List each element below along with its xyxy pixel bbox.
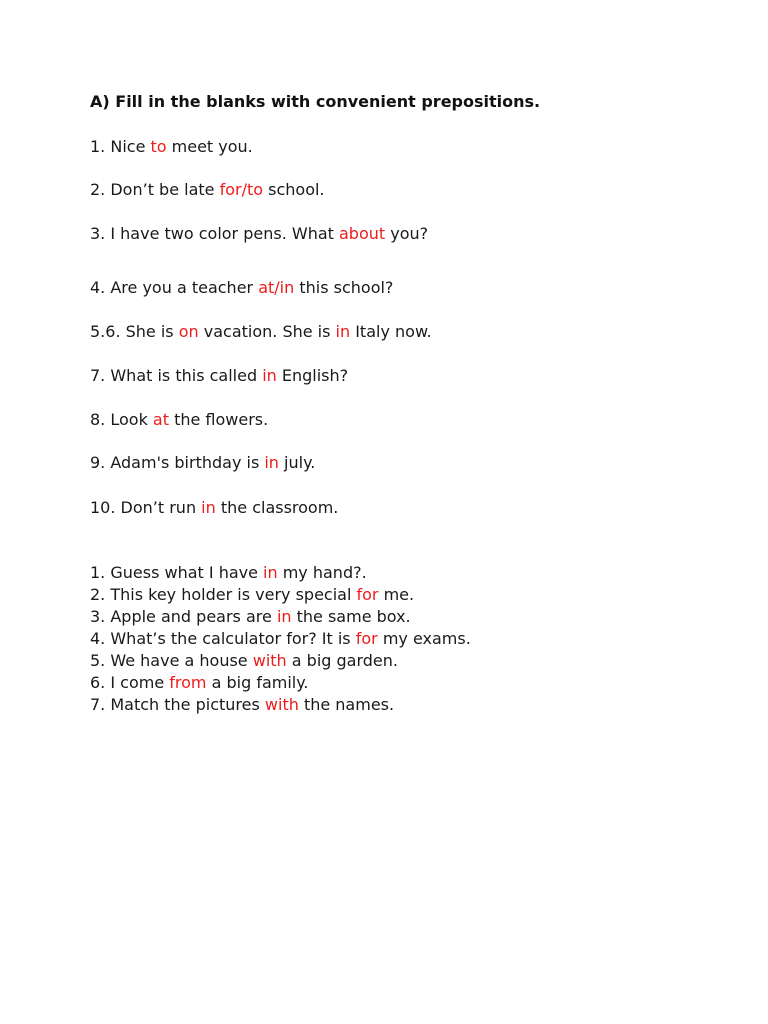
answer-text: in [276, 607, 292, 626]
item-text: 7. Match the pictures [90, 695, 265, 714]
item-text: 2. This key holder is very special [90, 585, 357, 604]
item-text: the flowers. [169, 410, 269, 429]
answer-text: with [264, 695, 299, 714]
answer-text: in [262, 366, 277, 385]
exercise-item-3 [90, 224, 428, 244]
exercise-item-2 [90, 180, 325, 200]
item-text: 2. Don’t be late [90, 180, 220, 199]
exercise2-item-6 [90, 672, 471, 694]
exercise2-item-2 [90, 584, 471, 606]
answer-text: in [201, 498, 216, 517]
exercise-item-8 [90, 410, 268, 430]
item-text: school. [263, 180, 325, 199]
item-text: meet you. [166, 137, 253, 156]
exercise-item-5-6 [90, 322, 432, 342]
item-text: the names. [298, 695, 395, 714]
item-text: this school? [294, 278, 394, 297]
item-text: 4. Are you a teacher [90, 278, 259, 297]
exercise2-item-1 [90, 562, 471, 584]
answer-text: from [169, 673, 207, 692]
answer-text: at/in [258, 278, 295, 297]
answer-text: to [150, 137, 167, 156]
item-text: 5. We have a house [90, 651, 253, 670]
exercise-item-4 [90, 278, 393, 298]
exercise-item-7 [90, 366, 348, 386]
item-text: july. [278, 453, 316, 472]
item-text: 3. Apple and pears are [90, 607, 277, 626]
item-text: the classroom. [215, 498, 339, 517]
item-text: English? [276, 366, 349, 385]
item-text: a big garden. [286, 651, 398, 670]
exercise-item-9 [90, 453, 315, 473]
answer-text: in [335, 322, 351, 341]
answer-text: in [264, 453, 279, 472]
item-text: a big family. [206, 673, 309, 692]
answer-text: with [252, 651, 287, 670]
exercise2-item-7 [90, 694, 471, 716]
item-text: 4. What’s the calculator for? It is [90, 629, 356, 648]
item-text: 9. Adam's birthday is [90, 453, 265, 472]
item-text: 10. Don’t run [90, 498, 202, 517]
item-text: you? [385, 224, 429, 243]
item-text: Italy now. [350, 322, 432, 341]
item-text: vacation. She is [198, 322, 336, 341]
item-text: my exams. [377, 629, 471, 648]
item-text: 8. Look [90, 410, 153, 429]
worksheet-heading: A) Fill in the blanks with convenient prepositions. [90, 92, 541, 111]
item-text: 7. What is this called [90, 366, 263, 385]
item-text: the same box. [291, 607, 411, 626]
answer-text: on [178, 322, 199, 341]
answer-text: for [355, 629, 378, 648]
exercise2-item-3 [90, 606, 471, 628]
exercise2-item-4 [90, 628, 471, 650]
exercise-item-1 [90, 137, 253, 157]
answer-text: for/to [219, 180, 264, 199]
item-text: 3. I have two color pens. What [90, 224, 339, 243]
item-text: 5.6. She is [90, 322, 179, 341]
item-text: me. [378, 585, 415, 604]
answer-text: about [339, 224, 386, 243]
item-text: 1. Nice [90, 137, 151, 156]
answer-text: in [263, 563, 278, 582]
item-text: 1. Guess what I have [90, 563, 264, 582]
item-text: 6. I come [90, 673, 170, 692]
exercise-item-10 [90, 498, 338, 518]
answer-text: at [152, 410, 169, 429]
exercise-list-2 [90, 562, 471, 716]
exercise2-item-5 [90, 650, 471, 672]
item-text: my hand?. [277, 563, 367, 582]
answer-text: for [356, 585, 379, 604]
